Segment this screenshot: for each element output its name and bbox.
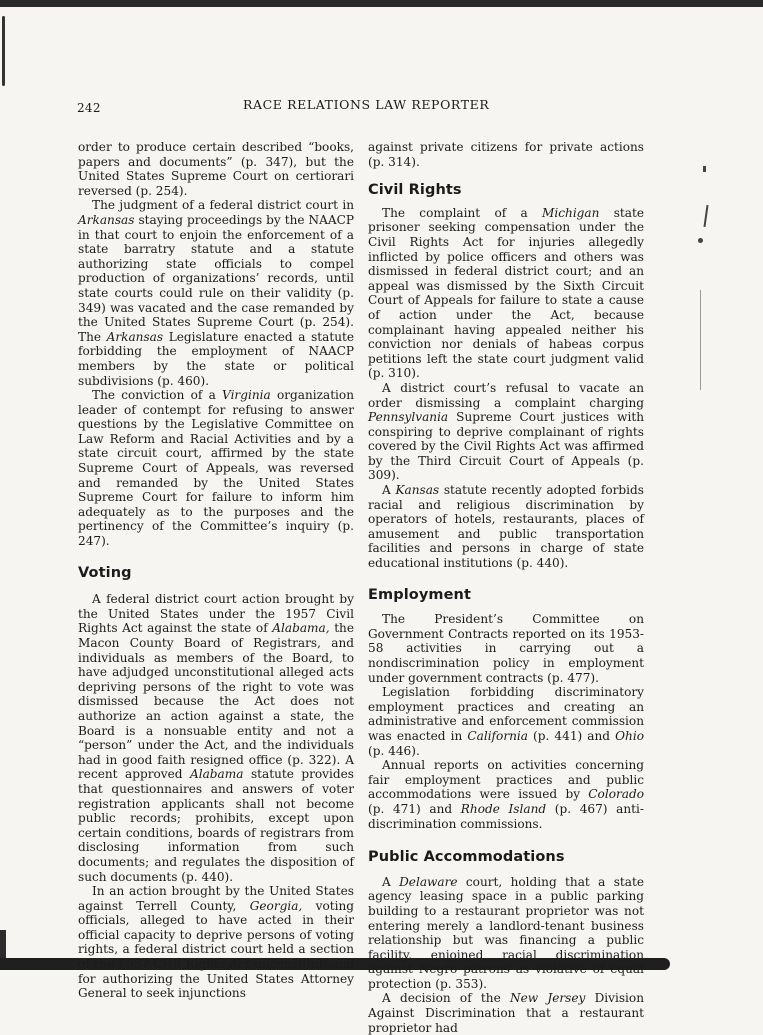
margin-mark bbox=[703, 166, 706, 172]
margin-mark bbox=[703, 205, 708, 227]
paragraph: The President’s Committee on Government Contracts reported on its 1953-58 activities in carrying out a nondiscrimination policy in employment under government contracts (p. 477). bbox=[368, 612, 644, 685]
paragraph: Annual reports on activities concerning fair employment practices and public accommodations were issued by Colorado (p. 471) and Rhode Island (p. 467) anti-discrimination commissions. bbox=[368, 758, 644, 831]
paragraph: order to produce certain described “books, papers and documents” (p. 347), but the United States Supreme Court on certiorari reversed (p. 254). bbox=[78, 140, 354, 198]
right-column bbox=[368, 140, 644, 1035]
page-number: 242 bbox=[77, 101, 101, 115]
paragraph: The complaint of a Michigan state prisoner seeking compensation under the Civil Rights Act for injuries allegedly inflicted by police officers and others was dismissed in federal district court; and an appeal was dismissed by the Sixth Circuit Court of Appeals for failure to state a cause of action under the Act, because complainant having appealed neither his conviction nor denials of habeas corpus petitions left the state court judgment valid (p. 310). bbox=[368, 205, 645, 381]
paragraph: A decision of the New Jersey Division Against Discrimination that a restaurant proprietor had bbox=[368, 991, 644, 1035]
paragraph: A Kansas statute recently adopted forbids racial and religious discrimination by operators of hotels, restaurants, places of amusement and public transportation facilities and persons in charge of state educational institutions (p. 440). bbox=[368, 483, 644, 571]
section-heading-employment: Employment bbox=[368, 586, 471, 603]
paragraph: Legislation forbidding discriminatory employment practices and creating an administrative and enforcement commission was enacted in California (p. 441) and Ohio (p. 446). bbox=[368, 685, 644, 758]
section-heading-voting: Voting bbox=[78, 564, 132, 581]
paragraph: against private citizens for private actions (p. 314). bbox=[368, 140, 644, 169]
margin-mark bbox=[698, 238, 703, 243]
paragraph: In an action brought by the United States against Terrell County, Georgia, voting officials, alleged to have acted in their official capacity to deprive persons of voting rights, a federal district court held a section of the 1957 Civil Rights Act unconstitutional for authorizing the United States Attorney General to seek injunctions bbox=[78, 884, 355, 1001]
margin-mark bbox=[700, 290, 701, 390]
paragraph: A district court’s refusal to vacate an order dismissing a complaint charging Pennsylvania Supreme Court justices with conspiring to deprive complainant of rights covered by the Civil Rights Act was affirmed by the Third Circuit Court of Appeals (p. 309). bbox=[368, 380, 644, 483]
paragraph: The conviction of a Virginia organization leader of contempt for refusing to answer questions by the Legislative Committee on Law Reform and Racial Activities and by a state circuit court, affirmed by the state Supreme Court of Appeals, was reversed and remanded by the United States Supreme Court for failure to inform him adequately as to the purposes and the pertinency of the Committee’s inquiry (p. 247). bbox=[78, 388, 354, 549]
scan-edge-top bbox=[0, 0, 763, 7]
running-head: RACE RELATIONS LAW REPORTER bbox=[243, 97, 490, 112]
section-heading-public-accommodations: Public Accommodations bbox=[368, 849, 565, 866]
scan-edge-left bbox=[2, 16, 5, 86]
paragraph: A federal district court action brought by the United States under the 1957 Civil Rights Act against the state of Alabama, the Macon County Board of Registrars, and individuals as members of the Board, to have adjudged unconstitutional alleged acts depriving persons of the right to vote was dismissed because the Act does not authorize an action against a state, the Board is a nonsuable entity and not a “person” under the Act, and the individuals had in good faith resigned office (p. 322). A recent approved Alabama statute provides that questionnaires and answers of voter registration applicants shall not become public records; prohibits, except upon certain conditions, boards of registrars from disclosing information from such documents; and regulates the disposition of such documents (p. 440). bbox=[78, 592, 355, 884]
section-heading-civil-rights: Civil Rights bbox=[368, 182, 462, 199]
left-column bbox=[78, 140, 354, 1001]
paragraph: A Delaware court, holding that a state agency leasing space in a public parking building to a restaurant proprietor was not entering merely a landlord-tenant business relationship but was financing a public facility, enjoined racial discrimination against Negro patrons as violative of equal protection (p. 353). bbox=[368, 874, 645, 991]
paragraph: The judgment of a federal district court in Arkansas staying proceedings by the NAACP in that court to enjoin the enforcement of a state barratry statute and a statute authorizing state officials to compel production of organizations’ records, until state courts could rule on their validity (p. 349) was vacated and the case remanded by the United States Supreme Court (p. 254). The Arkansas Legislature enacted a statute forbidding the employment of NAACP members by the state or political subdivisions (p. 460). bbox=[78, 198, 355, 388]
